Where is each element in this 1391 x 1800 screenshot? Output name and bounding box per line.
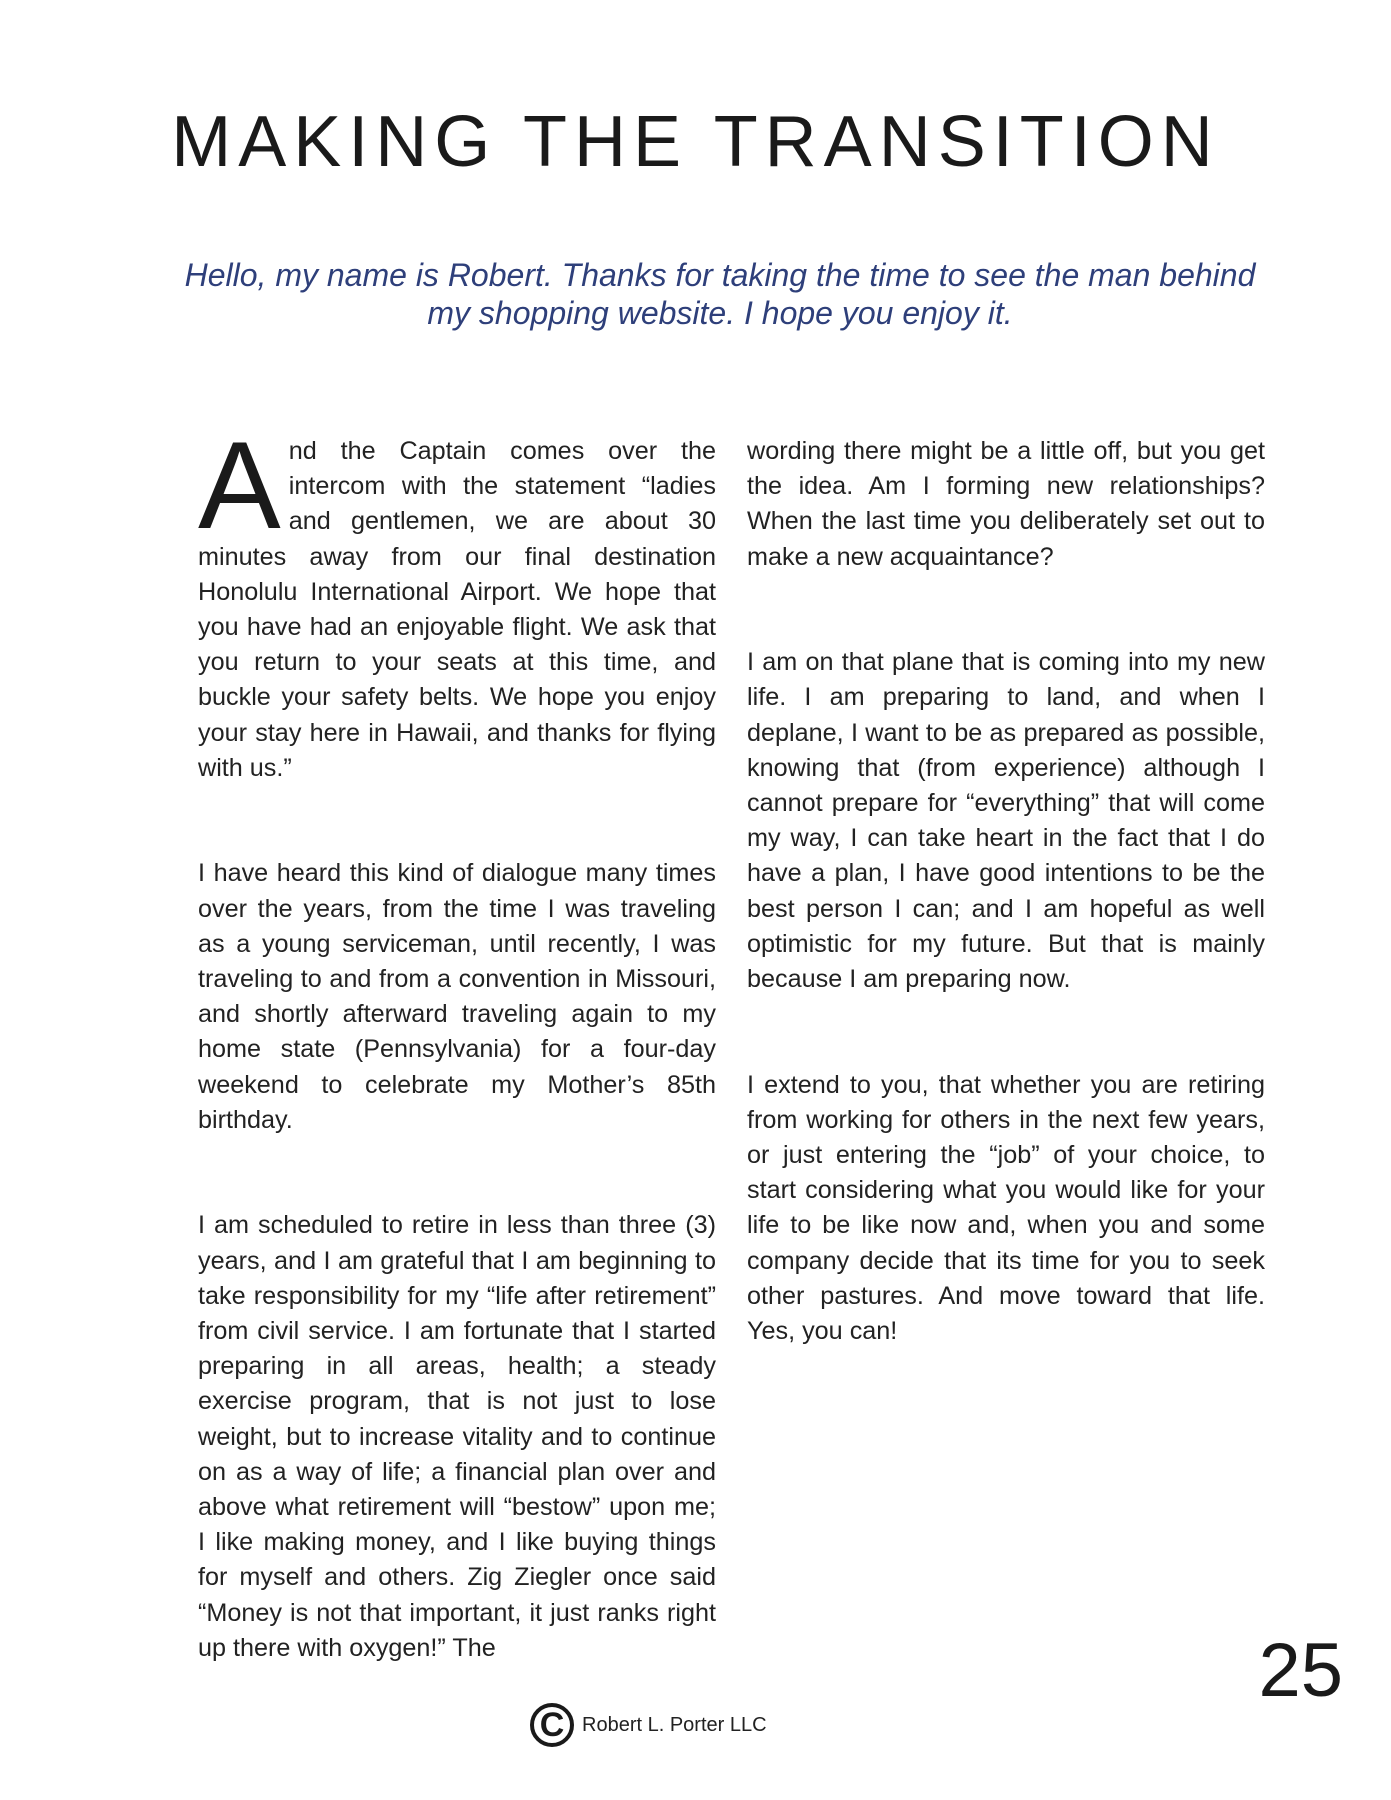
copyright-footer <box>530 1695 767 1755</box>
copyright-owner: Robert L. Porter LLC <box>582 1713 767 1736</box>
page-title: MAKING THE TRANSITION <box>171 102 1220 182</box>
article-paragraph-1 <box>198 417 716 786</box>
article-paragraph-5: I am on that plane that is coming into my new life. I am preparing to land, and when I deplane, I want to be as prepared as possible, knowing that (from experience) although I cannot prepare for “everything” that will come my way, I can take heart in the fact that I do have a plan, I have good intentions to be the best person I can; and I am hopeful as well optimistic for my future. But that is mainly because I am preparing now. <box>747 648 1265 994</box>
drop-cap: A <box>198 417 281 555</box>
page-number: 25 <box>1258 1628 1343 1713</box>
article-paragraph-4: wording there might be a little off, but you get the idea. Am I forming new relationships? When the last time you deliberately set out to make a new acquaintance? <box>747 437 1265 571</box>
article-paragraph-3: I am scheduled to retire in less than three (3) years, and I am grateful that I am beginning to take responsibility for my “life after retirement” from civil service. I am fortunate that I started preparing in all areas, health; a steady exercise program, that is not just to lose weight, but to increase vitality and to continue on as a way of life; a financial plan over and above what retirement will “bestow” upon me; I like making money, and I like buying things for myself and others. Zig Ziegler once said “Money is not that important, it just ranks right up there with oxygen!” The <box>198 1211 716 1662</box>
article-paragraph-6: I extend to you, that whether you are retiring from working for others in the next few years, or just entering the “job” of your choice, to start considering what you would like for your life to be like now and, when you and some company decide that its time for you to seek other pastures. And move toward that life. Yes, you can! <box>747 1070 1265 1346</box>
paragraph-1-text: nd the Captain comes over the intercom with the statement “ladies and gentlemen, we are about 30 minutes away from our final destination Honolulu International Airport. We hope that you have had an enjoyable flight. We ask that you return to your seats at this time, and buckle your safety belts. We hope you enjoy your stay here in Hawaii, and thanks for flying with us.” <box>198 437 716 782</box>
article-paragraph-2: I have heard this kind of dialogue many times over the years, from the time I was traveling as a young serviceman, until recently, I was traveling to and from a convention in Missouri, and shortly afterward traveling again to my home state (Pennsylvania) for a four-day weekend to celebrate my Mother’s 85th birthday. <box>198 859 716 1134</box>
article-column-right <box>747 434 1265 1349</box>
intro-subtitle: Hello, my name is Robert. Thanks for taking the time to see the man behind my shopping website. I hope you enjoy it. <box>184 257 1256 331</box>
article-column-left <box>198 417 716 1666</box>
copyright-icon: C <box>530 1703 574 1747</box>
